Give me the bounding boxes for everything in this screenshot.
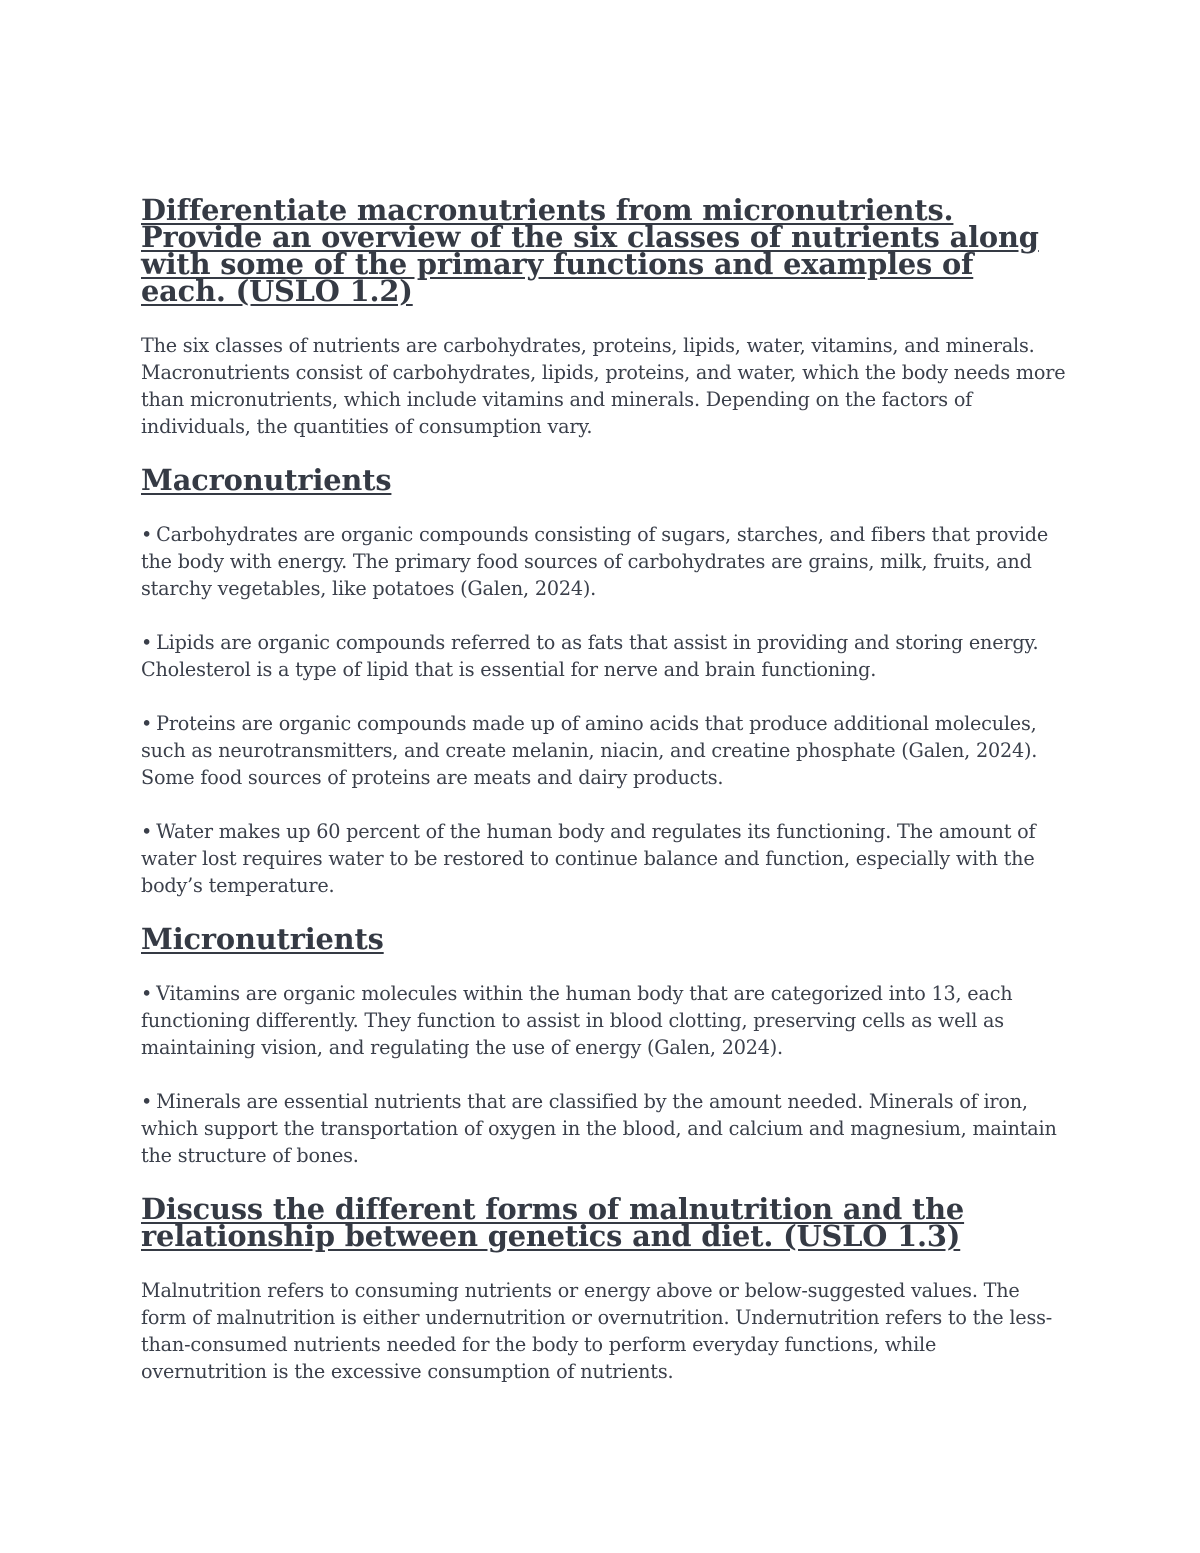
intro-paragraph: The six classes of nutrients are carbohydrates, proteins, lipids, water, vitamins, and minerals. Macronutrients consist of carbohydrates, lipids, proteins, and water, which the body needs more than micronutrients, which include vitamins and minerals. Depending on the factors of individuals, the quantities of consumption vary. (141, 334, 1066, 438)
lipids-bullet (141, 629, 1066, 683)
bullet-mark: • (141, 820, 153, 843)
proteins-bullet (141, 710, 1066, 791)
bullet-mark: • (141, 523, 153, 546)
question-2-heading: Discuss the different forms of malnutrition and the relationship between genetics and diet. (USLO 1.3) (141, 1192, 965, 1253)
water-bullet (141, 818, 1066, 899)
bullet-mark: • (141, 712, 153, 735)
bullet-text: Minerals are essential nutrients that are classified by the amount needed. Minerals of iron, which support the transportation of oxygen in the blood, and calcium and magnesium, maintain the structure of bones. (141, 1090, 1057, 1167)
question-1-heading: Differentiate macronutrients from micronutrients. Provide an overview of the six classes of nutrients along with some of the primary functions and examples of each. (USLO 1.2) (141, 193, 1039, 308)
bullet-mark: • (141, 982, 153, 1005)
document-body (141, 193, 1066, 1412)
micronutrients-heading: Micronutrients (141, 922, 384, 956)
bullet-text: Carbohydrates are organic compounds consisting of sugars, starches, and fibers that provide the body with energy. The primary food sources of carbohydrates are grains, milk, fruits, and starchy vegetables, like potatoes (Galen, 2024). (141, 523, 1049, 600)
bullet-text: Vitamins are organic molecules within the human body that are categorized into 13, each functioning differently. They function to assist in blood clotting, preserving cells as well as maintaining vision, and regulating the use of energy (Galen, 2024). (141, 982, 1013, 1059)
minerals-bullet (141, 1088, 1066, 1169)
bullet-text: Proteins are organic compounds made up of amino acids that produce additional molecules, such as neurotransmitters, and create melanin, niacin, and creatine phosphate (Galen, 2024). Some food sources of proteins are meats and dairy products. (141, 712, 1038, 789)
vitamins-bullet (141, 980, 1066, 1061)
carbohydrates-bullet (141, 521, 1066, 602)
macronutrients-heading: Macronutrients (141, 463, 392, 497)
bullet-text: Water makes up 60 percent of the human body and regulates its functioning. The amount of water lost requires water to be restored to continue balance and function, especially with the body’s temperature. (141, 820, 1036, 897)
bullet-mark: • (141, 631, 153, 654)
malnutrition-paragraph: Malnutrition refers to consuming nutrients or energy above or below-suggested values. The form of malnutrition is either undernutrition or overnutrition. Undernutrition refers to the less-than-consumed nutrients needed for the body to perform everyday functions, while overnutrition is the excessive consumption of nutrients. (141, 1279, 1053, 1383)
bullet-mark: • (141, 1090, 153, 1113)
bullet-text: Lipids are organic compounds referred to as fats that assist in providing and storing energy. Cholesterol is a type of lipid that is essential for nerve and brain functioning. (141, 631, 1039, 681)
